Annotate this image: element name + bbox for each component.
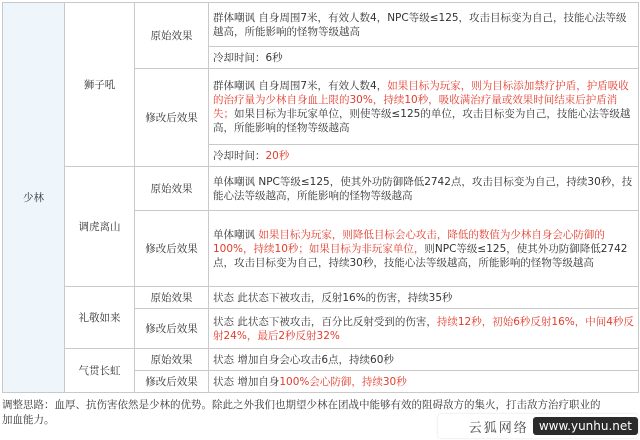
original-effect-label: 原始效果 [135,167,209,211]
table-row [3,3,639,47]
original-effect-label: 原始效果 [135,349,209,371]
table-row [3,287,639,309]
original-effect-label: 原始效果 [135,287,209,309]
modified-effect-text: 单体嘲讽 如果目标为玩家，则降低目标会心攻击，降低的数值为少林自身会心防御的100%，持续10秒；如果目标为非玩家单位，则NPC等级≤125，使其外功防御降低2742点，攻击目标变为自己，持续30秒，技能心法等级越高，所能影响的怪物等级越高 [209,211,639,287]
original-effect-text: 状态 增加自身会心攻击6点，持续60秒 [209,349,639,371]
modified-effect-text: 群体嘲讽 自身周围7米，有效人数4，如果目标为玩家，则为目标添加禁疗护盾，护盾吸收的治疗量为少林自身血上限的30%，持续10秒，吸收满治疗量或效果时间结束后护盾消失；如果目标为非玩家单位，则使等级≤125的单位，攻击目标变为自己，技能心法等级越高，所能影响的怪物等级越高 [209,69,639,145]
original-effect-text: 单体嘲讽 NPC等级≤125，使其外功防御降低2742点，攻击目标变为自己，持续30秒，技能心法等级越高，所能影响的怪物等级越高 [209,167,639,211]
watermark-text: 云狐网络 [468,420,529,436]
skill-name: 礼敬如来 [65,287,135,349]
original-effect-text: 状态 此状态下被攻击，反射16%的伤害，持续35秒 [209,287,639,309]
skill-name: 调虎离山 [65,167,135,287]
modified-cooldown: 冷却时间：20秒 [209,145,639,167]
original-cooldown: 冷却时间：6秒 [209,47,639,69]
skill-name: 气贯长虹 [65,349,135,393]
original-effect-label: 原始效果 [135,3,209,69]
modified-effect-label: 修改后效果 [135,309,209,349]
modified-effect-label: 修改后效果 [135,371,209,393]
table-row [3,349,639,371]
school-cell: 少林 [3,3,65,393]
modified-effect-text: 状态 此状态下被攻击，百分比反射受到的伤害，持续12秒，初始6秒反射16%，中间4秒反射24%，最后2秒反射32% [209,309,639,349]
skill-name: 狮子吼 [65,3,135,167]
original-effect-text: 群体嘲讽 自身周围7米，有效人数4，NPC等级≤125，攻击目标变为自己，技能心法等级越高，所能影响的怪物等级越高 [209,3,639,47]
modified-effect-label: 修改后效果 [135,211,209,287]
modified-effect-text: 状态 增加自身100%会心防御，持续30秒 [209,371,639,393]
watermark-url: www.yunhu.net [533,417,638,435]
adjustment-note: 调整思路：血厚、抗伤害依然是少林的优势。除此之外我们也期望少林在团战中能够有效的阻碍敌方的集火，打击敌方治疗职业的加血能力。 [2,399,601,426]
table-row [3,167,639,211]
watermark [438,414,638,438]
skill-changes-table [2,2,639,393]
modified-effect-label: 修改后效果 [135,69,209,167]
